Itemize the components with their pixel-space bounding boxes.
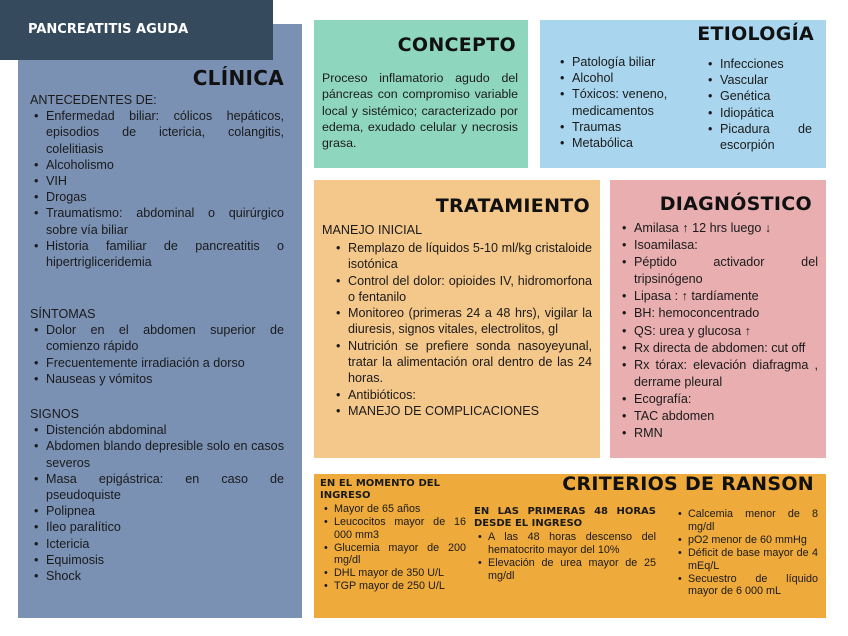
antecedentes-list bbox=[30, 108, 284, 270]
sintomas-list bbox=[30, 322, 284, 387]
list-item: • BH: hemoconcentrado bbox=[618, 305, 818, 322]
list-item: • Control del dolor: opioides IV, hidromorfona o fentanilo bbox=[332, 273, 592, 306]
clinica-panel bbox=[18, 24, 302, 618]
ranson-ingreso-heading: EN EL MOMENTO DEL INGRESO bbox=[320, 478, 440, 502]
list-item: • Elevación de urea mayor de 25 mg/dl bbox=[474, 557, 656, 583]
clinica-title: CLÍNICA bbox=[192, 66, 284, 90]
antecedentes-section bbox=[30, 92, 284, 270]
concepto-text: Proceso inflamatorio agudo del páncreas con compromiso variable local y sistémico; caracterizado por edema, exudado celular y necrosis grasa. bbox=[322, 71, 518, 151]
ranson-ingreso-column bbox=[320, 478, 466, 593]
list-item: • Secuestro de líquido mayor de 6 000 mL bbox=[674, 573, 818, 599]
list-item: • Infecciones bbox=[704, 56, 812, 72]
ranson-title: CRITERIOS DE RANSON bbox=[562, 474, 814, 495]
list-item: • Frecuentemente irradiación a dorso bbox=[30, 355, 284, 371]
tratamiento-list bbox=[332, 240, 592, 419]
list-item: • Picadura de escorpión bbox=[704, 121, 812, 153]
page-title-tab bbox=[0, 0, 273, 60]
list-item: • Idiopática bbox=[704, 105, 812, 121]
list-item: • Patología biliar bbox=[556, 54, 704, 70]
list-item: • Historia familiar de pancreatitis o hipertrigliceridemia bbox=[30, 238, 284, 270]
page-title: PANCREATITIS AGUDA bbox=[28, 22, 189, 37]
list-item: • Rx directa de abdomen: cut off bbox=[618, 340, 818, 357]
list-item: • TGP mayor de 250 U/L bbox=[320, 580, 466, 593]
list-item: • Monitoreo (primeras 24 a 48 hrs), vigilar la diuresis, signos vitales, electrolitos, gl bbox=[332, 305, 592, 338]
list-item: • Dolor en el abdomen superior de comienzo rápido bbox=[30, 322, 284, 354]
ranson-otros-column bbox=[674, 508, 818, 598]
list-item: • Ileo paralítico bbox=[30, 519, 284, 535]
list-item: • Péptido activador del tripsinógeno bbox=[618, 254, 818, 288]
list-item: • Drogas bbox=[30, 189, 284, 205]
list-item: • Remplazo de líquidos 5-10 ml/kg cristaloide isotónica bbox=[332, 240, 592, 273]
antecedentes-heading: ANTECEDENTES DE: bbox=[30, 93, 157, 107]
list-item: • Polipnea bbox=[30, 503, 284, 519]
list-item: • DHL mayor de 350 U/L bbox=[320, 567, 466, 580]
list-item: • A las 48 horas descenso del hematocrito mayor del 10% bbox=[474, 531, 656, 557]
list-item: • QS: urea y glucosa ↑ bbox=[618, 323, 818, 340]
list-item: • Traumas bbox=[556, 119, 704, 135]
list-item: • Déficit de base mayor de 4 mEq/L bbox=[674, 547, 818, 573]
signos-heading: SIGNOS bbox=[30, 407, 79, 421]
etiologia-list-right bbox=[704, 56, 812, 153]
sintomas-section bbox=[30, 306, 284, 387]
list-item: • Nauseas y vómitos bbox=[30, 371, 284, 387]
list-item: • Vascular bbox=[704, 72, 812, 88]
list-item: • Metabólica bbox=[556, 135, 704, 151]
diagnostico-panel bbox=[610, 180, 826, 458]
list-item: • Distención abdominal bbox=[30, 422, 284, 438]
manejo-inicial-heading: MANEJO INICIAL bbox=[322, 223, 423, 237]
ranson-otros-list bbox=[674, 508, 818, 598]
list-item: • Mayor de 65 años bbox=[320, 503, 466, 516]
list-item: • Traumatismo: abdominal o quirúrgico sobre vía biliar bbox=[30, 205, 284, 237]
list-item: • Shock bbox=[30, 568, 284, 584]
diagnostico-list bbox=[618, 220, 818, 442]
list-item: • MANEJO DE COMPLICACIONES bbox=[332, 403, 592, 419]
ranson-48h-list bbox=[474, 531, 656, 583]
sintomas-heading: SÍNTOMAS bbox=[30, 307, 96, 321]
diagnostico-title: DIAGNÓSTICO bbox=[659, 193, 812, 215]
etiologia-title: ETIOLOGÍA bbox=[697, 23, 814, 45]
list-item: • Isoamilasa: bbox=[618, 237, 818, 254]
list-item: • Rx tórax: elevación diafragma , derrame pleural bbox=[618, 357, 818, 391]
list-item: • Alcoholismo bbox=[30, 157, 284, 173]
signos-section bbox=[30, 406, 284, 584]
list-item: • Ecografía: bbox=[618, 391, 818, 408]
ranson-48h-heading: EN LAS PRIMERAS 48 HORAS DESDE EL INGRESO bbox=[474, 506, 656, 530]
concepto-title: CONCEPTO bbox=[397, 34, 516, 56]
ranson-panel bbox=[314, 474, 826, 618]
list-item: • Nutrición se prefiere sonda nasoyeyunal, tratar la alimentación oral dentro de las 24 horas. bbox=[332, 338, 592, 387]
list-item: • Masa epigástrica: en caso de pseudoquiste bbox=[30, 471, 284, 503]
tratamiento-panel bbox=[314, 180, 600, 458]
list-item: • RMN bbox=[618, 425, 818, 442]
list-item: • Abdomen blando depresible solo en casos severos bbox=[30, 438, 284, 470]
list-item: • Glucemia mayor de 200 mg/dl bbox=[320, 542, 466, 568]
tratamiento-title: TRATAMIENTO bbox=[435, 195, 590, 217]
list-item: • VIH bbox=[30, 173, 284, 189]
list-item: • Alcohol bbox=[556, 70, 704, 86]
list-item: • TAC abdomen bbox=[618, 408, 818, 425]
ranson-ingreso-list bbox=[320, 503, 466, 593]
list-item: • Lipasa : ↑ tardíamente bbox=[618, 288, 818, 305]
ranson-48h-column bbox=[474, 506, 656, 582]
list-item: • Tóxicos: veneno, medicamentos bbox=[556, 86, 704, 118]
list-item: • pO2 menor de 60 mmHg bbox=[674, 534, 818, 547]
etiologia-list-left bbox=[556, 54, 704, 151]
signos-list bbox=[30, 422, 284, 584]
list-item: • Genética bbox=[704, 88, 812, 104]
concepto-panel bbox=[314, 20, 528, 168]
list-item: • Calcemia menor de 8 mg/dl bbox=[674, 508, 818, 534]
list-item: • Enfermedad biliar: cólicos hepáticos, episodios de ictericia, colangitis, colelitiasis bbox=[30, 108, 284, 157]
etiologia-panel bbox=[540, 20, 826, 168]
list-item: • Ictericia bbox=[30, 536, 284, 552]
list-item: • Amilasa ↑ 12 hrs luego ↓ bbox=[618, 220, 818, 237]
list-item: • Antibióticos: bbox=[332, 387, 592, 403]
list-item: • Leucocitos mayor de 16 000 mm3 bbox=[320, 516, 466, 542]
list-item: • Equimosis bbox=[30, 552, 284, 568]
